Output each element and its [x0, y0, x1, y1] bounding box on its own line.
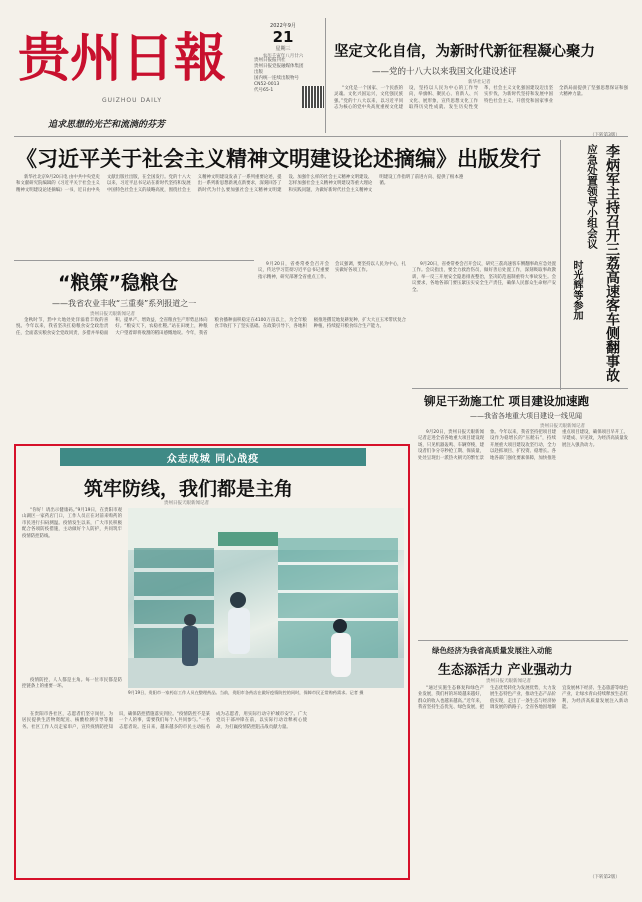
epidemic-banner-text: 众志成城 同心战疫 [166, 453, 260, 465]
ecology-headline: 生态添活力 产业强动力 [438, 663, 573, 678]
epidemic-body [22, 712, 404, 872]
grain-headline: “粮策”稳粮仓 [58, 272, 178, 294]
vertical-headline-secondary: 应急处置领导小组会议 [586, 144, 598, 249]
lead-story-jump [590, 132, 620, 138]
masthead-romanized-name: GUIZHOU DAILY [102, 97, 163, 104]
lead-story-para: “文化是一个国家、一个民族的灵魂。文化兴国运兴，文化强民族强。”党的十八大以来，以习近平同志为核心的党中央高度重视文化建设，坚持以人民为中心的工作导向，举旗帜、聚民心、育新人、兴文化、展形象，宣传思想文化工作取得历史性成就、发生历史性变革，社会主义文化强国建设迈出坚实步伐，为新时代坚持和发展中国特色社会主义、开创党和国家事业全新局面提供了坚强思想保证和强大精神力量。 [334, 86, 628, 111]
qr-code [302, 86, 324, 108]
grain-body [16, 318, 406, 440]
grain-subheadline: ——我省农业丰收“三重奏”系列报道之一 [52, 299, 197, 308]
lead-story-headline: 坚定文化自信，为新时代新征程凝心聚力 [334, 44, 595, 60]
publisher-line-5: CN52-0013 [254, 82, 280, 87]
project-body-para: 9月20日，贵州日报天眼新闻记者走进全省各地重大项目建设现场，只见机器轰鸣、车辆穿梭，建设者们争分夺秒抢工期、保质量，处处呈现出一派热火朝天的繁忙景象。今年以来，我省坚持把项目建设作为稳增长的“压舱石”，持续开展重大项目建设攻坚行动，全力以赴抓项目、扩投资、稳增长。各地各部门强化要素保障，加快推进重点项目建设，确保项目早开工、早建成、早见效，为经济高质量发展注入强劲动力。 [418, 430, 628, 461]
issue-weekday: 星期三 [275, 46, 291, 52]
pharmacy-photo [128, 508, 404, 688]
ecology-jump: （下转第2版） [590, 875, 620, 880]
right-col-body [412, 262, 556, 384]
project-body [418, 430, 628, 636]
masthead-vertical-rule [325, 18, 326, 133]
issue-year-month: 2022年9月 [270, 23, 296, 29]
issue-day: 21 [272, 28, 294, 46]
pharmacy-photo-art [128, 508, 404, 688]
ecology-top-rule [418, 640, 628, 641]
main-headline: 《习近平关于社会主义精神文明建设论述摘编》出版发行 [16, 147, 541, 171]
pharmacy-photo-caption-text: 9月19日，贵阳市一家药店工作人员在整理药品。当前，贵阳市各药店在做好疫情防控的同时，保障市民正常购药需求。记者 摄 [128, 690, 364, 695]
publisher-line-3: 出版 [254, 70, 263, 75]
grain-body-para: 金秋时节，黔中大地处处洋溢着丰收的喜悦。今年以来，我省坚决扛稳粮食安全政治责任，全面落实粮食安全党政同责，多措并举稳面积、提单产、增效益，全省粮食生产形势总体向好。“粮安天下，农稳社稷。”站在田埂上，种粮大户望着即将收割的稻田感慨地说。今年，我省粮食播种面积稳定在4100万亩以上，为全年粮食丰收打下了坚实基础。在政策引导下，各地积极推进撂荒地复耕复种，扩大大豆玉米带状复合种植，持续提升粮食综合生产能力。 [16, 318, 406, 336]
publisher-line-1: 贵州日报报刊社 [254, 58, 286, 63]
epidemic-body-para: 在贵阳市各社区，志愿者们坚守岗位，为居民提供生活物资配送、核酸检测引导等服务。社区工作人员走家串户，宣传疫情防控知识，确保防控措施落实到位。“疫情防控不是某一个人的事，需要我们每个人共同参与。”一名志愿者说。连日来，越来越多的市民主动报名成为志愿者，用实际行动守护城市安宁。广大党员干部冲锋在前，以实际行动诠释初心使命，为打赢疫情防控阻击战贡献力量。 [22, 712, 307, 730]
vertical-column-rule [560, 140, 561, 390]
main-continuation-para: 9月20日，省委常委会召开会议，传达学习贯彻习近平总书记重要指示精神，研究部署全省重点工作。会议强调，要坚持以人民为中心，扎实做好各项工作。 [258, 262, 406, 280]
project-top-rule [412, 388, 628, 389]
ecology-body-para: “通过实施生态修复和绿色产业发展，我们村的环境越来越好，群众的收入也越来越高。”近年来，我省坚持生态优先、绿色发展，把生态优势转化为发展优势，大力发展生态特色产业，推动生态产品价值实现，走出了一条生态与经济协调发展的新路子。全省各地因地制宜发展林下经济、生态旅游等绿色产业，让绿水青山持续释放生态红利，为经济高质量发展注入新动能。 [418, 686, 628, 711]
mid-rule-left [14, 260, 254, 261]
publisher-line-6: 代号65-1 [254, 88, 274, 93]
pharmacy-photo-caption [128, 690, 404, 710]
lead-story-body [334, 86, 628, 132]
masthead-logo-lettering: 贵州日報 [18, 28, 227, 89]
masthead-bottom-rule [14, 136, 628, 137]
main-continuation [258, 262, 406, 317]
issue-lunar: 农历壬寅年八月廿六 [262, 54, 304, 59]
masthead-slogan: 追求思想的光芒和流淌的芬芳 [48, 120, 166, 130]
publisher-line-2: 贵州日报党报融媒体集团 [254, 64, 304, 69]
epidemic-intro-para: “你好！请出示健康码。”9月19日，在贵阳市观山湖区一家药店门口，工作人员正在对前来购药的市民进行扫码测温。疫情发生以来，广大市民积极配合各项防疫措施，主动做好个人防护，共同筑牢疫情防控防线。 [22, 508, 122, 539]
vertical-headline-primary: 李炳军主持召开三荔高速客车侧翻事故 [604, 144, 620, 382]
epidemic-headline: 筑牢防线，我们都是主角 [84, 478, 294, 500]
lead-story-byline: 新华社记者 [468, 80, 491, 85]
ecology-body [418, 686, 628, 872]
main-body [16, 175, 554, 255]
project-byline: 贵州日报天眼新闻记者 [540, 424, 585, 429]
epidemic-intro [22, 508, 122, 676]
epidemic-section-banner [60, 448, 366, 466]
ecology-kicker: 绿色经济为我省高质量发展注入动能 [432, 646, 552, 655]
masthead-logo [16, 18, 227, 89]
publisher-line-4: 国内统一连续出版物号 [254, 76, 299, 81]
project-headline: 铆足干劲施工忙 项目建设加速跑 [424, 394, 590, 408]
vertical-headline-block [566, 142, 628, 392]
ecology-byline: 贵州日报天眼新闻记者 [486, 679, 531, 684]
right-col-para: 9月20日，省委常委会召开会议，研究三荔高速客车侧翻事故应急处置工作。会议指出，要全力救治伤员，做好善后处置工作，深刻吸取事故教训，举一反三开展安全隐患排查整治，坚决防范遏制重特大事故发生。会议要求，各地各部门要压紧压实安全生产责任，确保人民群众生命财产安全。 [412, 262, 556, 293]
epidemic-left-lower [22, 678, 122, 710]
masthead-logo-art [16, 18, 227, 89]
project-subheadline: ——我省各地重大项目建设一线见闻 [470, 412, 582, 420]
vertical-headline-tertiary: 时光辉等参加 [571, 260, 582, 320]
epidemic-byline: 贵州日报天眼新闻记者 [164, 501, 209, 506]
epidemic-left-lower-para: 疫情防控，人人都是主角。每一位市民都是防控链条上的重要一环。 [22, 678, 122, 690]
lead-story-subheadline: ——党的十八大以来我国文化建设述评 [372, 67, 517, 77]
issue-date-block [252, 22, 314, 59]
main-body-para: 新华社北京9月20日电 由中共中央党史和文献研究院编辑的《习近平关于社会主义精神文明建设论述摘编》一书，近日由中央文献出版社出版，在全国发行。党的十八大以来，习近平总书记站在新时代坚持和发展中国特色社会主义的战略高度，围绕社会主义精神文明建设发表了一系列重要论述，提出一系列新思想新观点新要求，深刻回答了新时代为什么要加强社会主义精神文明建设、加强什么样的社会主义精神文明建设、怎样加强社会主义精神文明建设等重大理论和实践问题，为做好新时代社会主义精神文明建设工作指明了前进方向、提供了根本遵循。 [16, 175, 464, 193]
grain-byline: 贵州日报天眼新闻记者 [90, 312, 135, 317]
